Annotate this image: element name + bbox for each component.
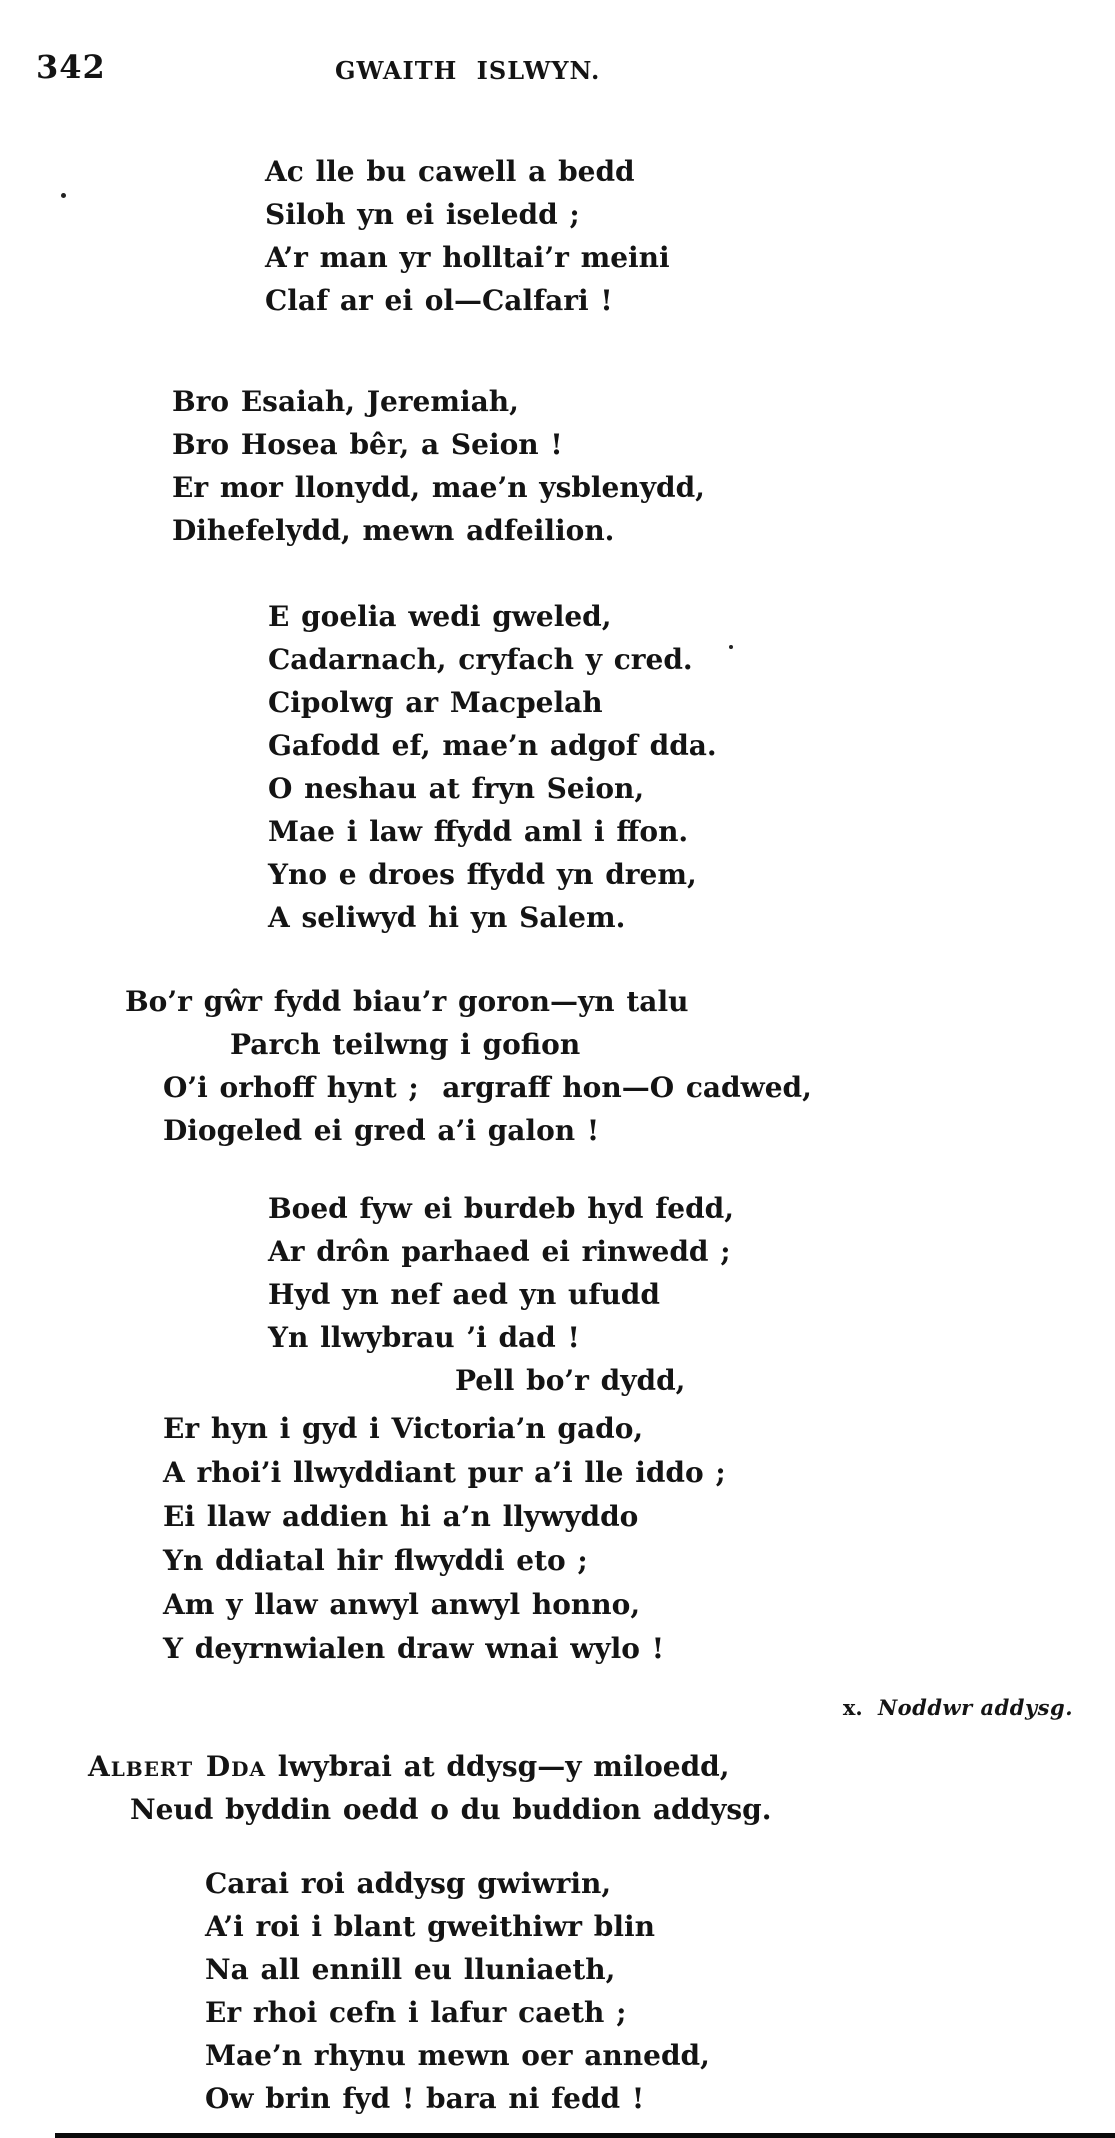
poem-line: Parch teilwng i gofion (230, 1028, 581, 1061)
poem-line: Siloh yn ei iseledd ; (265, 198, 580, 231)
poem-line: A’i roi i blant gweithiwr blin (205, 1910, 656, 1943)
poem-line: Am y llaw anwyl anwyl honno, (163, 1588, 641, 1621)
small-caps-lead: Albert Dda (88, 1750, 266, 1783)
poem-line: O’i orhoff hynt ; argraff hon—O cadwed, (163, 1071, 812, 1104)
poem-line: Er rhoi cefn i lafur caeth ; (205, 1996, 627, 2029)
poem-line: Gafodd ef, mae’n adgof dda. (268, 729, 717, 762)
stanza-2 (172, 380, 705, 552)
poem-line: Claf ar ei ol—Calfari ! (265, 284, 613, 317)
poem-line: Neud byddin oedd o du buddion addysg. (130, 1793, 772, 1826)
poem-line: Cipolwg ar Macpelah (268, 686, 603, 719)
running-header: GWAITH ISLWYN. (335, 56, 601, 85)
poem-line: Carai roi addysg gwiwrin, (205, 1867, 612, 1900)
poem-line-rest: lwybrai at ddysg—y miloedd, (265, 1750, 730, 1783)
poem-line (88, 1745, 772, 1788)
section-heading (843, 1695, 1073, 1720)
poem-line: Ac lle bu cawell a bedd (265, 155, 635, 188)
ink-speck (61, 193, 66, 198)
poem-line: Mae’n rhynu mewn oer annedd, (205, 2039, 710, 2072)
poem-line: O neshau at fryn Seion, (268, 772, 645, 805)
page-bottom-rule (55, 2133, 1115, 2138)
section-numeral: x. (842, 1695, 863, 1720)
page-number: 342 (36, 48, 106, 86)
stanza-7-couplet (88, 1745, 772, 1831)
poem-line: A rhoi’i llwyddiant pur a’i lle iddo ; (163, 1456, 726, 1489)
poem-line: Mae i law ffydd aml i ffon. (268, 815, 689, 848)
poem-line: Na all ennill eu lluniaeth, (205, 1953, 616, 1986)
stanza-3 (268, 595, 717, 939)
poem-line: Er mor llonydd, mae’n ysblenydd, (172, 471, 705, 504)
poem-line: Ar drôn parhaed ei rinwedd ; (268, 1235, 731, 1268)
poem-line: Er hyn i gyd i Victoria’n gado, (163, 1412, 644, 1445)
stanza-6 (163, 1407, 726, 1671)
poem-line: E goelia wedi gweled, (268, 600, 612, 633)
stanza-8 (205, 1862, 710, 2120)
stanza-5 (268, 1187, 734, 1402)
section-title: Noddwr addysg. (877, 1695, 1073, 1720)
poem-line: Hyd yn nef aed yn ufudd (268, 1278, 660, 1311)
stanza-1 (265, 150, 670, 322)
poem-line: A’r man yr holltai’r meini (265, 241, 670, 274)
poem-line: Yno e droes ffydd yn drem, (268, 858, 697, 891)
poem-line: Ei llaw addien hi a’n llywyddo (163, 1500, 639, 1533)
poem-line: Yn llwybrau ’i dad ! (268, 1321, 580, 1354)
ink-speck (729, 645, 733, 649)
poem-line: Bro Hosea bêr, a Seion ! (172, 428, 563, 461)
poem-line: Cadarnach, cryfach y cred. (268, 643, 693, 676)
poem-line: Bro Esaiah, Jeremiah, (172, 385, 519, 418)
poem-line: Pell bo’r dydd, (455, 1364, 686, 1397)
poem-line: Y deyrnwialen draw wnai wylo ! (163, 1632, 664, 1665)
stanza-4-englyn (125, 980, 812, 1152)
poem-line: Diogeled ei gred a’i galon ! (163, 1114, 600, 1147)
poem-line: Ow brin fyd ! bara ni fedd ! (205, 2082, 645, 2115)
poem-line: Yn ddiatal hir flwyddi eto ; (163, 1544, 588, 1577)
poem-line: A seliwyd hi yn Salem. (268, 901, 626, 934)
poem-line: Boed fyw ei burdeb hyd fedd, (268, 1192, 734, 1225)
poem-line: Bo’r gŵr fydd biau’r goron—yn talu (125, 985, 689, 1018)
poem-line: Dihefelydd, mewn adfeilion. (172, 514, 615, 547)
